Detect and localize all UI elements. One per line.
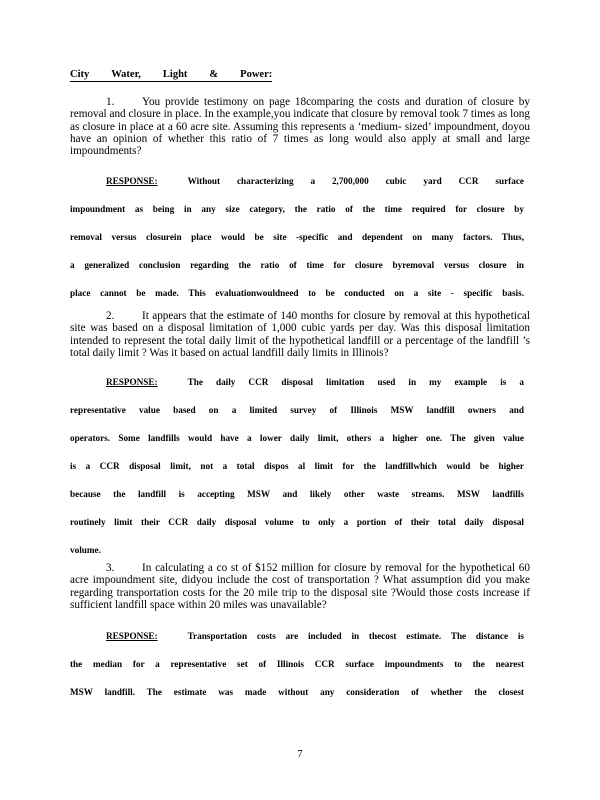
response-line: is a CCR disposal limit, not a total dispos al limit for the landfillwhich would be higher bbox=[70, 461, 524, 471]
heading-word: City bbox=[70, 69, 90, 80]
response-line: because the landfill is accepting MSW and likely other waste streams. MSW landfills bbox=[70, 489, 524, 499]
response-2 bbox=[70, 368, 524, 564]
response-line: operators. Some landfills would have a lower daily limit, others a higher one. The given value bbox=[70, 433, 524, 443]
heading-word: & bbox=[209, 69, 219, 80]
response-line: removal versus closurein place would be site -specific and dependent on many factors. Thus, bbox=[70, 232, 524, 242]
response-label: RESPONSE: bbox=[106, 176, 158, 186]
response-line: MSW landfill. The estimate was made without any consideration of whether the closest bbox=[70, 687, 524, 697]
heading-word: Power: bbox=[240, 69, 273, 80]
heading-word: Water, bbox=[111, 69, 141, 80]
response-line: volume. bbox=[70, 545, 101, 555]
question-text: It appears that the estimate of 140 months for closure by removal at this hypothetical site was based on a disposal limitation of 1,000 cubic yards per day. Was this disposal limitation intended to represent the total daily limit of the hypothetical landfill or a percentage of the landfill ’s total daily limit ? Was it based on actual landfill daily limits in Illinois? bbox=[70, 310, 530, 359]
response-line: routinely limit their CCR daily disposal volume to only a portion of their total daily disposal bbox=[70, 517, 524, 527]
response-label: RESPONSE: bbox=[106, 377, 158, 387]
response-lead: Transportation costs are included in thecost estimate. The distance is bbox=[187, 631, 524, 641]
response-line: place cannot be made. This evaluationwouldneed to be conducted on a site - specific basis. bbox=[70, 288, 524, 298]
party-heading bbox=[70, 69, 272, 82]
question-1 bbox=[70, 96, 530, 157]
response-label: RESPONSE: bbox=[106, 631, 158, 641]
question-text: You provide testimony on page 18comparing the costs and duration of closure by removal and closure in place. In the example,you indicate that closure by removal took 7 times as long as closure in place at a 60 acre site. Assuming this represents a ‘medium- sized’ impoundment, doyou have an opinion of whether this ratio of 7 times as long would also apply at small and large impoundments? bbox=[70, 96, 530, 158]
response-line: a generalized conclusion regarding the ratio of time for closure byremoval versus closure in bbox=[70, 260, 524, 270]
question-text: In calculating a co st of $152 million for closure by removal for the hypothetical 60 acre impoundment site, didyou include the cost of transportation ? What assumption did you make regarding transportation costs for the 20 mile trip to the disposal site ?Would those costs increase if sufficient landfill space within 20 miles was unavailable? bbox=[70, 562, 530, 611]
question-3 bbox=[70, 562, 530, 611]
response-line: the median for a representative set of Illinois CCR surface impoundments to the nearest bbox=[70, 659, 524, 669]
heading-word: Light bbox=[162, 69, 188, 80]
response-lead: The daily CCR disposal limitation used in my example is a bbox=[187, 377, 524, 387]
question-number: 2. bbox=[106, 310, 115, 322]
response-3 bbox=[70, 622, 524, 706]
question-number: 3. bbox=[106, 562, 115, 574]
response-line: representative value based on a limited survey of Illinois MSW landfill owners and bbox=[70, 405, 524, 415]
question-number: 1. bbox=[106, 96, 115, 108]
response-1 bbox=[70, 167, 524, 307]
page-number: 7 bbox=[297, 748, 303, 760]
question-2 bbox=[70, 310, 530, 359]
response-line: impoundment as being in any size category, the ratio of the time required for closure by bbox=[70, 204, 524, 214]
response-lead: Without characterizing a 2,700,000 cubic yard CCR surface bbox=[187, 176, 524, 186]
